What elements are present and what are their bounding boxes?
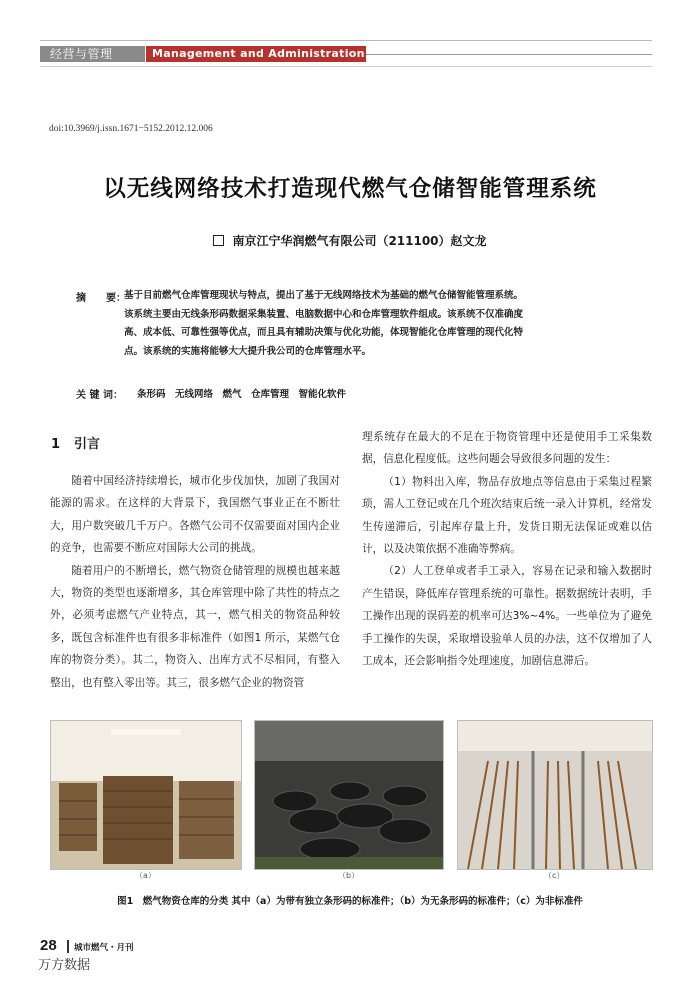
author-line: [0, 232, 700, 249]
section-heading: [51, 433, 100, 452]
paper-title: 以无线网络技术打造现代燃气仓储智能管理系统: [103, 176, 597, 202]
paragraph: （1）物料出入库，物品存放地点等信息由于采集过程繁琐，需人工登记或在几个班次结束后统一录入计算机，经常发生传递滞后，引起库存量上升，发货日期无法保证或难以估计，以及决策依据不准确等弊病。: [362, 475, 652, 556]
figure-caption: 图1 燃气物资仓库的分类 其中（a）为带有独立条形码的标准件；（b）为无条形码的标准件；（c）为非标准件: [117, 896, 583, 907]
page-number: 28: [40, 937, 57, 954]
abstract-label: 摘 要：: [76, 293, 126, 304]
journal-name: 城市燃气・月刊: [74, 943, 134, 953]
figure-label-c: （c）: [544, 871, 565, 880]
author-text: 南京江宁华润燃气有限公司（211100）赵文龙: [232, 234, 487, 248]
keywords-text: 条形码 无线网络 燃气 仓库管理 智能化软件: [137, 389, 347, 400]
right-column: [362, 426, 652, 672]
abstract-line: 高、成本低、可靠性强等优点，而且具有辅助决策与优化功能，体现智能化仓库管理的现代化特: [124, 327, 524, 339]
footer-divider: [67, 940, 69, 953]
abstract-line: 点。该系统的实施将能够大大提升我公司的仓库管理水平。: [124, 345, 372, 357]
watermark: 万方数据: [38, 958, 91, 973]
paragraph: （2）人工登单或者手工录入，容易在记录和输入数据时产生错误，降低库存管理系统的可靠性。据数据统计表明，手工操作出现的误码差的机率可达3%~4%。一些单位为了避免手工操作的失误，采取增设验单人员的办法，这不仅增加了人工成本，还会影响指令处理速度，加剧信息滞后。: [362, 565, 652, 668]
figure-photo-c: [457, 720, 653, 870]
section-number: 1: [51, 437, 61, 452]
section-title: 引言: [74, 437, 101, 452]
doi: doi:10.3969/j.issn.1671−5152.2012.12.006: [49, 124, 213, 134]
pipe-fittings-image: [255, 721, 443, 869]
pipe-rack-image: [458, 721, 652, 869]
header-rule-bottom: [40, 66, 652, 67]
paragraph: 随着中国经济持续增长，城市化步伐加快，加剧了我国对能源的需求。在这样的大背景下，我国燃气事业正在不断壮大，用户数突破几千万户。各燃气公司不仅需要面对国内企业的竞争，也需要不断应对国际大公司的挑战。: [50, 475, 340, 555]
header-rule-mid: [366, 54, 652, 55]
left-column: [50, 470, 340, 694]
section-label-en: Management and Administration: [146, 46, 366, 62]
warehouse-boxes-image: [51, 721, 241, 869]
section-label-cn: 经营与管理: [40, 46, 145, 62]
figure-label-b: （b）: [338, 871, 360, 880]
figure-photo-a: [50, 720, 242, 870]
figure-photo-b: [254, 720, 444, 870]
keywords-label: 关 键 词：: [76, 390, 123, 401]
abstract-line: 该系统主要由无线条形码数据采集装置、电脑数据中心和仓库管理软件组成。该系统不仅准确度: [124, 308, 524, 320]
header-rule-top: [40, 40, 652, 41]
paragraph: 理系统存在最大的不足在于物资管理中还是使用手工采集数据，信息化程度低。这些问题会导致很多问题的发生：: [362, 431, 652, 466]
paragraph: 随着用户的不断增长，燃气物资仓储管理的规模也越来越大，物资的类型也逐渐增多，其仓库管理中除了共性的特点之外，必须考虑燃气产业特点，其一，燃气相关的物资品种较多，既包含标准件也有很多非标准件（如图1 所示，某燃气仓库的物资分类）。其二，物资入、出库方式不尽相同，有整入整出，也有整入零出等。其三，很多燃气企业的物资管: [50, 564, 340, 689]
square-icon: [213, 235, 224, 246]
figure-label-a: （a）: [135, 871, 156, 880]
abstract-body: [124, 287, 624, 361]
abstract-line: 基于目前燃气仓库管理现状与特点，提出了基于无线网络技术为基础的燃气仓储智能管理系统。: [124, 290, 524, 301]
